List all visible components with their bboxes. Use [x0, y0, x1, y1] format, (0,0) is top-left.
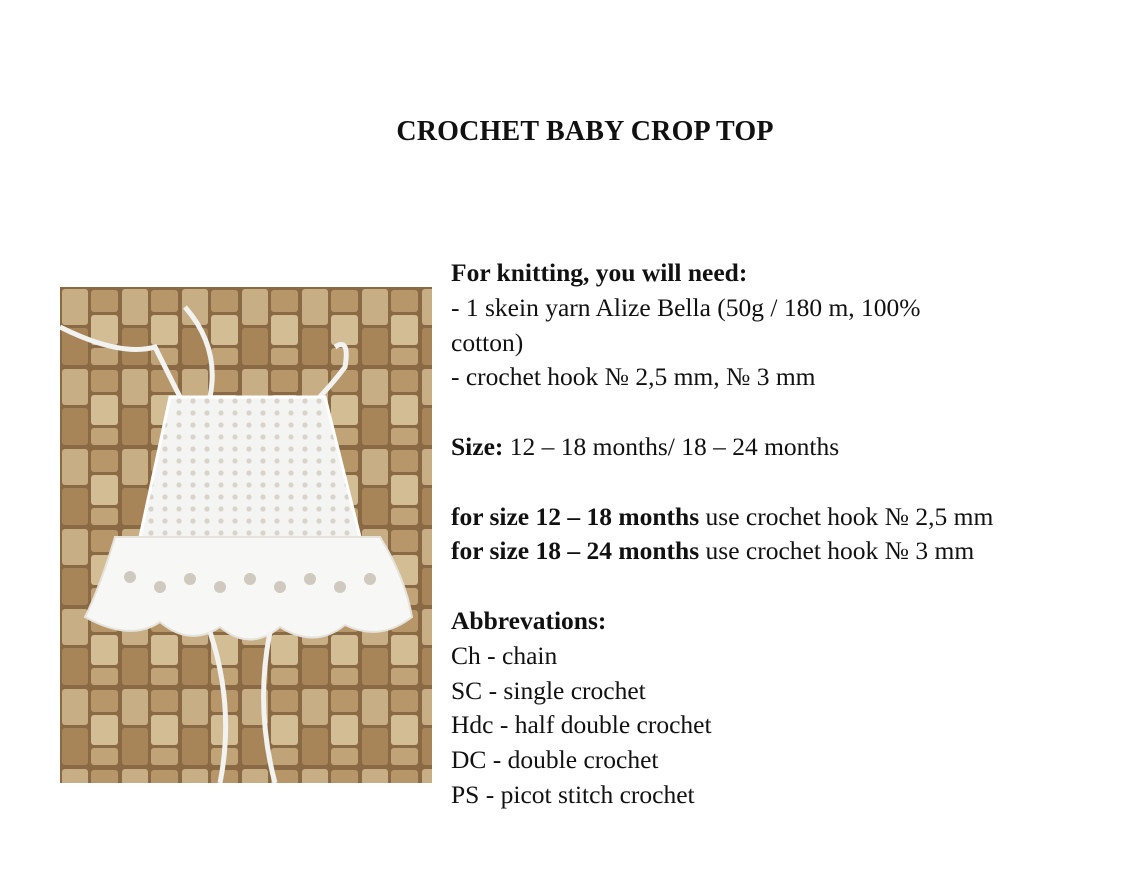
- abbreviation-item: Ch - chain: [451, 640, 558, 670]
- hook-line: for size 18 – 24 months use crochet hook № 3 mm: [451, 536, 975, 566]
- materials-item: cotton): [451, 327, 524, 357]
- materials-heading: For knitting, you will need:: [451, 258, 748, 287]
- materials-item: - crochet hook № 2,5 mm, № 3 mm: [451, 362, 816, 392]
- abbreviation-item: PS - picot stitch crochet: [451, 779, 695, 809]
- abbreviation-item: Hdc - half double crochet: [451, 710, 712, 740]
- abbreviations-heading: Abbrevations:: [451, 605, 607, 635]
- abbreviation-item: SC - single crochet: [451, 675, 646, 705]
- materials-item: - 1 skein yarn Alize Bella (50g / 180 m, 100%: [451, 292, 921, 322]
- abbreviation-item: DC - double crochet: [451, 745, 659, 775]
- size-line: Size: 12 – 18 months/ 18 – 24 months: [451, 431, 840, 461]
- crop-top-photo: [60, 287, 432, 783]
- pattern-text: [451, 256, 1131, 813]
- page-title: CROCHET BABY CROP TOP: [396, 116, 774, 147]
- hook-line: for size 12 – 18 months use crochet hook № 2,5 mm: [451, 501, 994, 531]
